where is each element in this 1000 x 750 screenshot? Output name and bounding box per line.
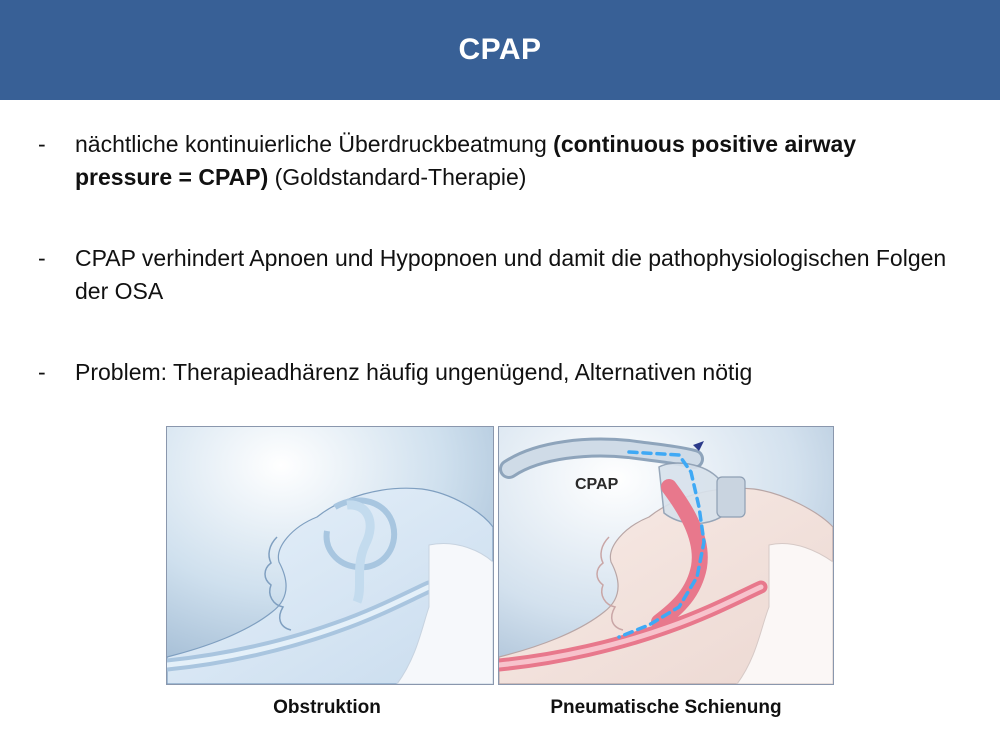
cpap-device-label: CPAP (575, 476, 619, 493)
bullet-text-bold: (continuous positive airway pressure = CPAP) (75, 131, 857, 190)
bullet-text: Problem: Therapieadhärenz häufig ungenügend, Alternativen nötig (75, 359, 753, 385)
obstruction-illustration (166, 426, 494, 685)
bullet-text-regular: nächtliche kontinuierliche Überdruckbeatmung (75, 131, 554, 157)
bullet-text-suffix: (Goldstandard-Therapie) (268, 164, 527, 190)
obstruction-drawing (167, 427, 493, 684)
bullet-marker: - (38, 245, 46, 271)
bullet-text: CPAP verhindert Apnoen und Hypopnoen und damit die pathophysiologischen Folgen der OSA (75, 245, 947, 304)
caption-obstruction: Obstruktion (273, 697, 381, 718)
cpap-illustration (498, 426, 834, 685)
bullet-marker: - (38, 131, 46, 157)
bullet-marker: - (38, 359, 46, 385)
title-bar (0, 0, 1000, 100)
mask-strap-clip (717, 477, 745, 517)
bullet-text (75, 128, 955, 194)
cpap-drawing (499, 427, 833, 684)
slide-title: CPAP (458, 33, 542, 66)
caption-pneumatic-splinting: Pneumatische Schienung (550, 697, 782, 718)
